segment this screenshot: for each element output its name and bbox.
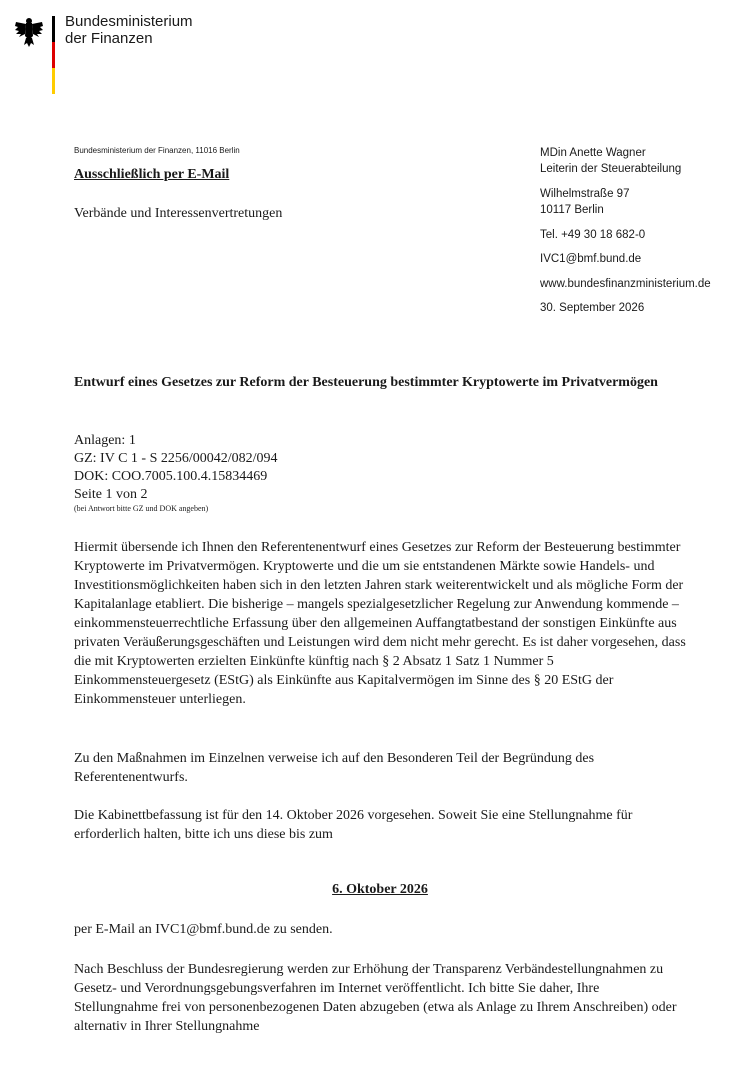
contact-phone: Tel. +49 30 18 682-0 (540, 229, 646, 241)
contact-person (540, 145, 681, 177)
delivery-note: Ausschließlich per E-Mail (74, 167, 230, 182)
response-deadline: 6. Oktober 2026 (332, 882, 428, 897)
body-paragraph-2: Zu den Maßnahmen im Einzelnen verweise ich auf den Besonderen Teil der Begründung des Referentenentwurfs. (74, 751, 595, 785)
contact-address (540, 186, 629, 218)
flag-red-segment (52, 42, 55, 68)
contact-email[interactable]: IVC1@bmf.bund.de (540, 253, 642, 265)
body-paragraph-4: per E-Mail an IVC1@bmf.bund.de zu senden. (74, 922, 333, 937)
contact-website[interactable]: www.bundesfinanzministerium.de (540, 278, 711, 290)
contact-city: 10117 Berlin (540, 204, 604, 216)
subject-line: Entwurf eines Gesetzes zur Reform der Besteuerung bestimmter Kryptowerte im Privatvermögen (74, 375, 658, 390)
contact-street: Wilhelmstraße 97 (540, 188, 630, 200)
file-reference-gz: GZ: IV C 1 - S 2256/00042/082/094 (74, 451, 278, 466)
document-reference-dok: DOK: COO.7005.100.4.15834469 (74, 469, 268, 484)
contact-role: Leiterin der Steuerabteilung (540, 163, 682, 175)
ministry-logotype (65, 13, 193, 47)
body-paragraph-3: Die Kabinettbefassung ist für den 14. Oktober 2026 vorgesehen. Soweit Sie eine Stellungnahme für erforderlich halten, bitte ich uns diese bis zum (74, 808, 633, 842)
flag-black-segment (52, 16, 55, 42)
sender-line: Bundesministerium der Finanzen, 11016 Berlin (74, 146, 240, 155)
flag-gold-segment (52, 68, 55, 94)
flag-stripe (52, 16, 55, 94)
reply-reference-note: (bei Antwort bitte GZ und DOK angeben) (74, 504, 209, 513)
body-paragraph-1: Hiermit übersende ich Ihnen den Referentenentwurf eines Gesetzes zur Reform der Besteuerung bestimmter Kryptowerte im Privatvermögen. Kryptowerte und die um sie entstandenen Märkte sowie Handels- und Investitionsmöglichkeiten haben sich in den letzten Jahren stark weiterentwickelt und als mögliche Form der Kapitalanlage etabliert. Die bisherige – mangels spezialgesetzlicher Regelung zur Anwendung kommende – einkommensteuerrechtliche Erfassung über den allgemeinen Auffangtatbestand der sonstigen Einkünfte aus privaten Veräußerungsgeschäften und Leistungen wird dem nicht mehr gerecht. Es ist daher vorgesehen, dass die mit Kryptowerten erzielten Einkünfte künftig nach § 2 Absatz 1 Satz 1 Nummer 5 Einkommensteuergesetz (EStG) als Einkünfte aus Kapitalvermögen im Sinne des § 20 EStG der Einkommensteuer unterliegen. (74, 540, 686, 707)
ministry-name-line1: Bundesministerium (65, 13, 193, 30)
federal-eagle-icon (14, 16, 44, 48)
body-paragraph-5: Nach Beschluss der Bundesregierung werden zur Erhöhung der Transparenz Verbändestellungnahmen zu Gesetz- und Verordnungsgebungsverfahren im Internet veröffentlicht. Ich bitte Sie daher, Ihre Stellungnahme frei von personenbezogenen Daten abzugeben (etwa als Anlage zu Ihrem Anschreiben) oder alternativ in Ihrer Stellungnahme (74, 962, 677, 1034)
letter-date: 30. September 2026 (540, 302, 645, 314)
contact-name: MDin Anette Wagner (540, 147, 646, 159)
ministry-name-line2: der Finanzen (65, 30, 153, 47)
attachments-count: Anlagen: 1 (74, 433, 136, 448)
recipient: Verbände und Interessenvertretungen (74, 206, 283, 221)
page-indicator: Seite 1 von 2 (74, 487, 148, 502)
reference-block (74, 432, 278, 514)
